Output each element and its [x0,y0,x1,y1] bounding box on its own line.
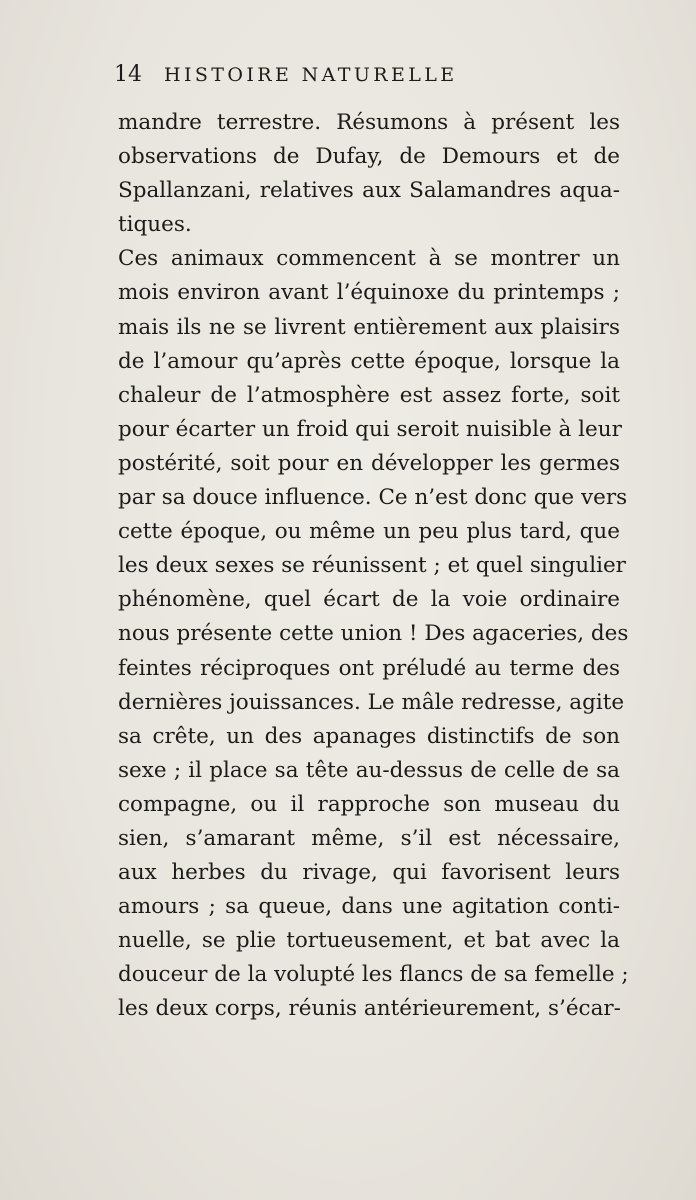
text-line: nous présente cette union ! Des agaceries, des [118,621,629,647]
text-line: sien, s’amarant même, s’il est nécessaire, [118,825,620,851]
text-line: sexe ; il place sa tête au-dessus de celle de sa [118,757,620,783]
text-line: chaleur de l’atmosphère est assez forte, soit [118,382,620,408]
text-line: douceur de la volupté les flancs de sa femelle ; [118,962,629,988]
running-head [114,60,620,106]
text-line: sa crête, un des apanages distinctifs de son [118,723,620,749]
text-line: cette époque, ou même un peu plus tard, que [118,519,620,545]
text-line: aux herbes du rivage, qui favorisent leurs [118,860,620,886]
text-line: feintes réciproques ont préludé au terme des [118,655,620,681]
text-line: observations de Dufay, de Demours et de [118,144,620,170]
text-line: nuelle, se plie tortueusement, et bat avec la [118,928,620,954]
text-line: pour écarter un froid qui seroit nuisible à leur [118,416,622,442]
running-title: HISTOIRE NATURELLE [164,64,458,86]
text-block [114,60,629,1027]
text-line: les deux sexes se réunissent ; et quel singulier [118,553,626,579]
page-number: 14 [114,62,142,87]
text-line: dernières jouissances. Le mâle redresse, agite [118,689,625,715]
text-line: de l’amour qu’après cette époque, lorsque la [118,348,620,374]
text-line: tiques. [118,212,192,238]
text-line: postérité, soit pour en développer les germes [118,450,620,476]
text-line: mandre terrestre. Résumons à présent les [118,110,620,135]
text-line: amours ; sa queue, dans une agitation conti- [118,894,620,920]
text-line: Spallanzani, relatives aux Salamandres aqua- [118,178,620,204]
text-line: phénomène, quel écart de la voie ordinaire [118,587,620,613]
text-line: mais ils ne se livrent entièrement aux plaisirs [118,314,620,340]
text-line: par sa douce influence. Ce n’est donc que vers [118,485,628,511]
paragraph-first-line: Ces animaux commencent à se montrer un [118,246,620,272]
text-line: compagne, ou il rapproche son museau du [118,791,620,817]
text-line: mois environ avant l’équinoxe du printemps ; [118,280,620,306]
text-line: les deux corps, réunis antérieurement, s’écar- [118,996,621,1022]
